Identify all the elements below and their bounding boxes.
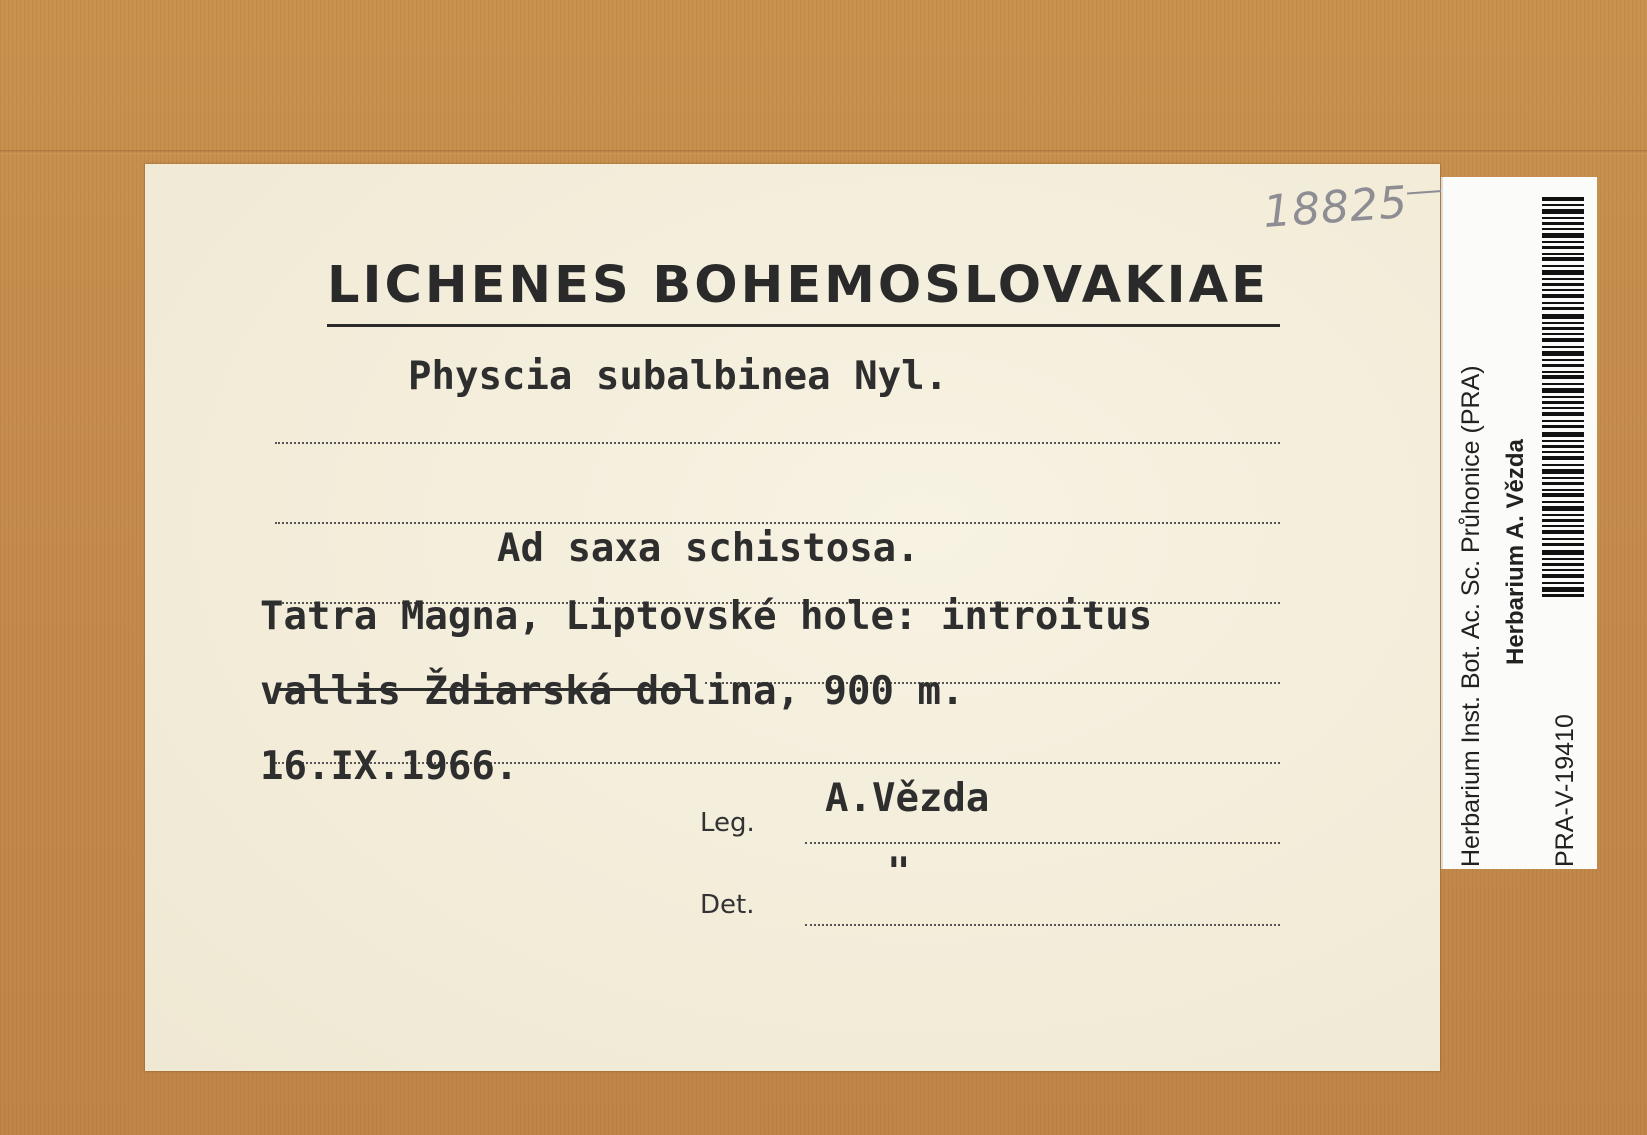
taxon-name: Physcia subalbinea Nyl. <box>408 354 949 399</box>
title-rule <box>327 324 1280 327</box>
leg-dotted-line <box>805 842 1280 844</box>
barcode-tag <box>1441 177 1597 869</box>
barcode-image <box>1542 197 1584 597</box>
leg-label: Leg. <box>700 808 755 838</box>
series-title: LICHENES BOHEMOSLOVAKIAE <box>327 256 1269 315</box>
institution-text: Herbarium Inst. Bot. Ac. Sc. Průhonice (PRA) <box>1457 365 1485 867</box>
det-label: Det. <box>700 890 755 920</box>
paper-fold-line <box>0 150 1647 154</box>
det-dotted-line <box>805 924 1280 926</box>
leg-value: A.Vězda <box>825 776 990 821</box>
collection-text: Herbarium A. Vězda <box>1502 439 1529 665</box>
specimen-id-text: PRA-V-19410 <box>1551 714 1579 867</box>
dotted-line-1 <box>275 442 1280 444</box>
specimen-label <box>145 164 1440 1071</box>
locality-line-1: Tatra Magna, Liptovské hole: introitus <box>260 594 1153 639</box>
substrate-text: Ad saxa schistosa. <box>497 526 920 571</box>
locality-line-2: vallis Ždiarská dolina, 900 m. <box>260 669 965 714</box>
det-value: " <box>887 850 911 895</box>
collection-date: 16.IX.1966. <box>260 744 519 789</box>
handwritten-catalog-number: 18825 <box>1261 177 1410 238</box>
dotted-line-2 <box>275 522 1280 524</box>
